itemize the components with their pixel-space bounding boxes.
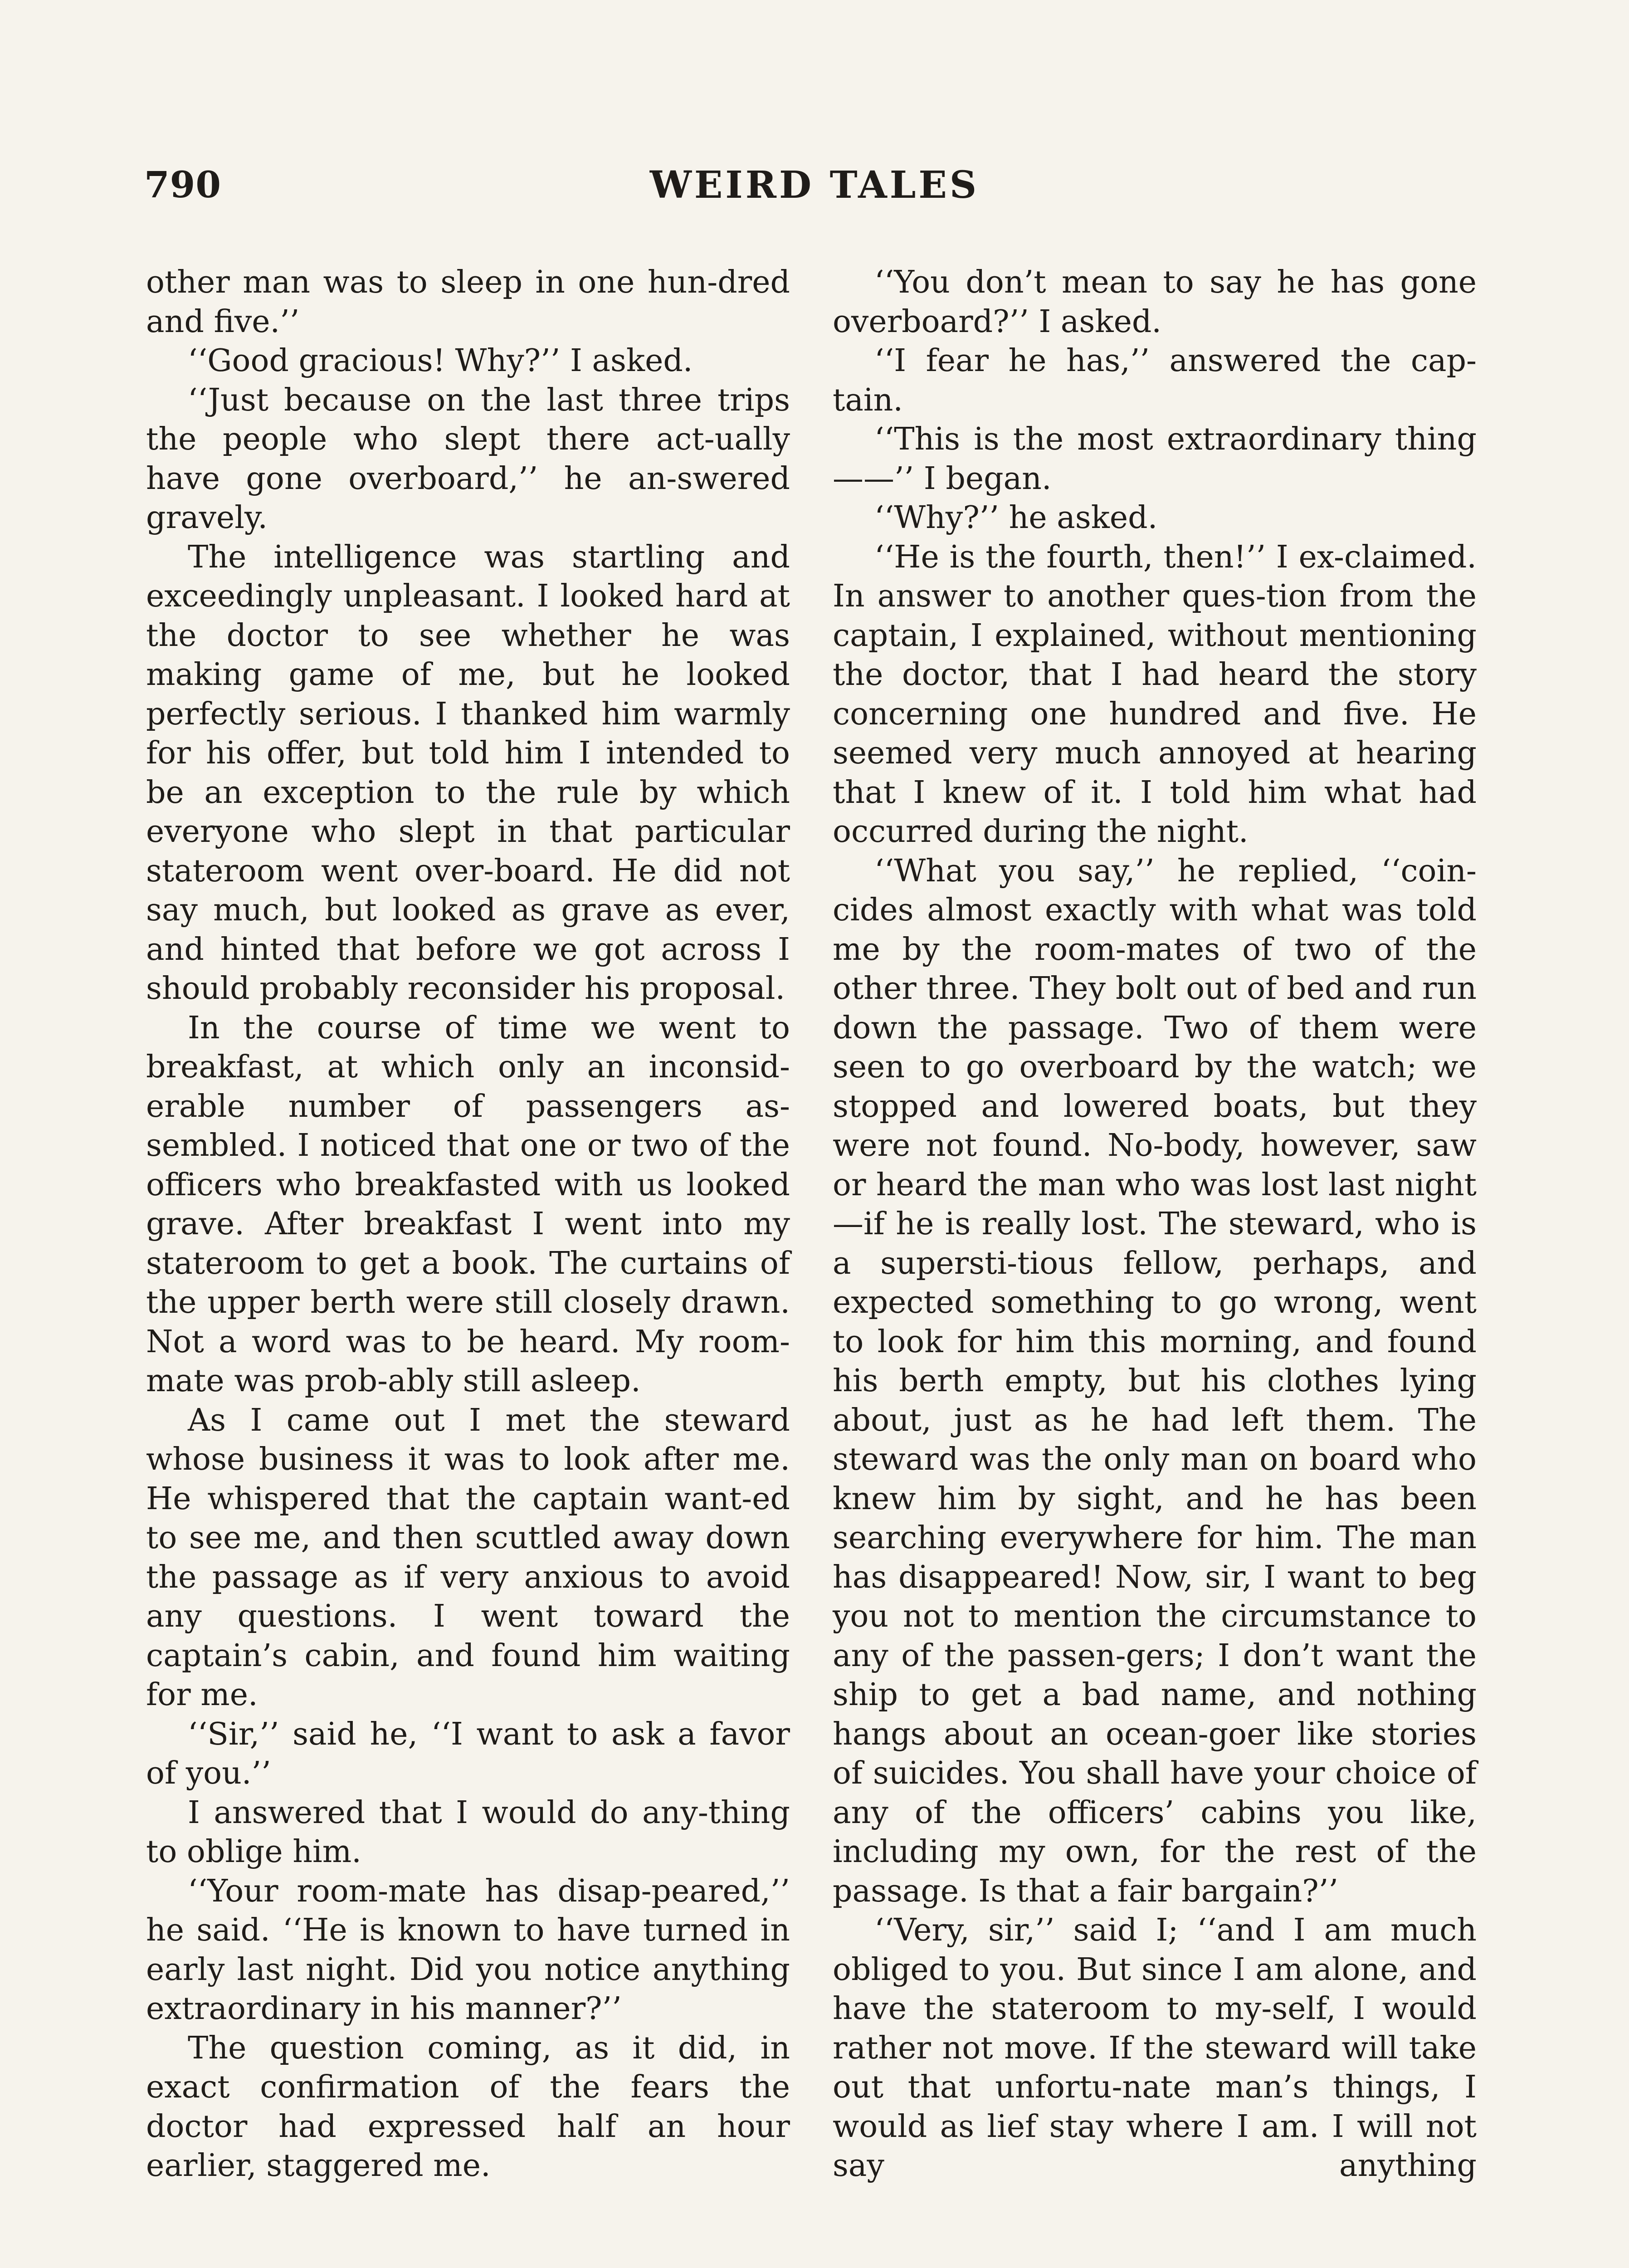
paragraph: ‘‘He is the fourth, then!’’ I ex-claimed. In answer to another ques-tion from the captain, I explained, without mentioning the doctor, that I had heard the story concerning one hundred and five. He seemed very much annoyed at hearing that I knew of it. I told him what had occurred during the night. (833, 539, 1477, 850)
paragraph: ‘‘Very, sir,’’ said I; ‘‘and I am much obliged to you. But since I am alone, and have the stateroom to my-self, I would rather not move. If the steward will take out that unfortu-nate man’s things, I would as lief stay where I am. I will not say anything (833, 1912, 1477, 2184)
paragraph: ‘‘Your room-mate has disap-peared,’’ he said. ‘‘He is known to have turned in early last night. Did you notice anything extraordinary in his manner?’’ (146, 1873, 790, 2027)
paragraph: In the course of time we went to breakfast, at which only an inconsid-erable number of passengers as-sembled. I noticed that one or two of the officers who breakfasted with us looked grave. After breakfast I went into my stateroom to get a book. The curtains of the upper berth were still closely drawn. Not a word was to be heard. My room-mate was prob-ably still asleep. (146, 1010, 790, 1399)
paragraph: The question coming, as it did, in exact confirmation of the fears the doctor had expressed half an hour earlier, staggered me. (146, 2030, 790, 2184)
paragraph: ‘‘Good gracious! Why?’’ I asked. (188, 343, 693, 379)
running-title: WEIRD TALES (649, 163, 980, 207)
paragraph: ‘‘Why?’’ he asked. (874, 500, 1158, 536)
page-number: 790 (144, 163, 221, 206)
paragraph: other man was to sleep in one hun-dred and five.’’ (146, 264, 790, 340)
paragraph: ‘‘Just because on the last three trips the people who slept there act-ually have gone overboard,’’ he an-swered gravely. (146, 382, 790, 536)
paragraph: ‘‘I fear he has,’’ answered the cap-tain. (833, 343, 1477, 418)
paragraph: I answered that I would do any-thing to oblige him. (146, 1794, 790, 1870)
paragraph: ‘‘You don’t mean to say he has gone overboard?’’ I asked. (833, 264, 1477, 340)
right-column (833, 263, 1477, 2186)
paragraph: The intelligence was startling and exceedingly unpleasant. I looked hard at the doctor to see whether he was making game of me, but he looked perfectly serious. I thanked him warmly for his offer, but told him I intended to be an exception to the rule by which everyone who slept in that particular stateroom went over-board. He did not say much, but looked as grave as ever, and hinted that before we got across I should probably reconsider his proposal. (146, 539, 790, 1007)
paragraph: ‘‘What you say,’’ he replied, ‘‘coin-cides almost exactly with what was told me by the room-mates of two of the other three. They bolt out of bed and run down the passage. Two of them were seen to go overboard by the watch; we stopped and lowered boats, but they were not found. No-body, however, saw or heard the man who was lost last night—if he is really lost. The steward, who is a supersti-tious fellow, perhaps, and expected something to go wrong, went to look for him this morning, and found his berth empty, but his clothes lying about, just as he had left them. The steward was the only man on board who knew him by sight, and he has been searching everywhere for him. The man has disappeared! Now, sir, I want to beg you not to mention the circumstance to any of the passen-gers; I don’t want the ship to get a bad name, and nothing hangs about an ocean-goer like stories of suicides. You shall have your choice of any of the officers’ cabins you like, including my own, for the rest of the passage. Is that a fair bargain?’’ (833, 853, 1477, 1909)
left-column (146, 263, 790, 2186)
paragraph: ‘‘This is the most extraordinary thing——’’ I began. (833, 421, 1477, 497)
paragraph: As I came out I met the steward whose business it was to look after me. He whispered that the captain want-ed to see me, and then scuttled away down the passage as if very anxious to avoid any questions. I went toward the captain’s cabin, and found him waiting for me. (146, 1402, 790, 1713)
paragraph: ‘‘Sir,’’ said he, ‘‘I want to ask a favor of you.’’ (146, 1716, 790, 1791)
